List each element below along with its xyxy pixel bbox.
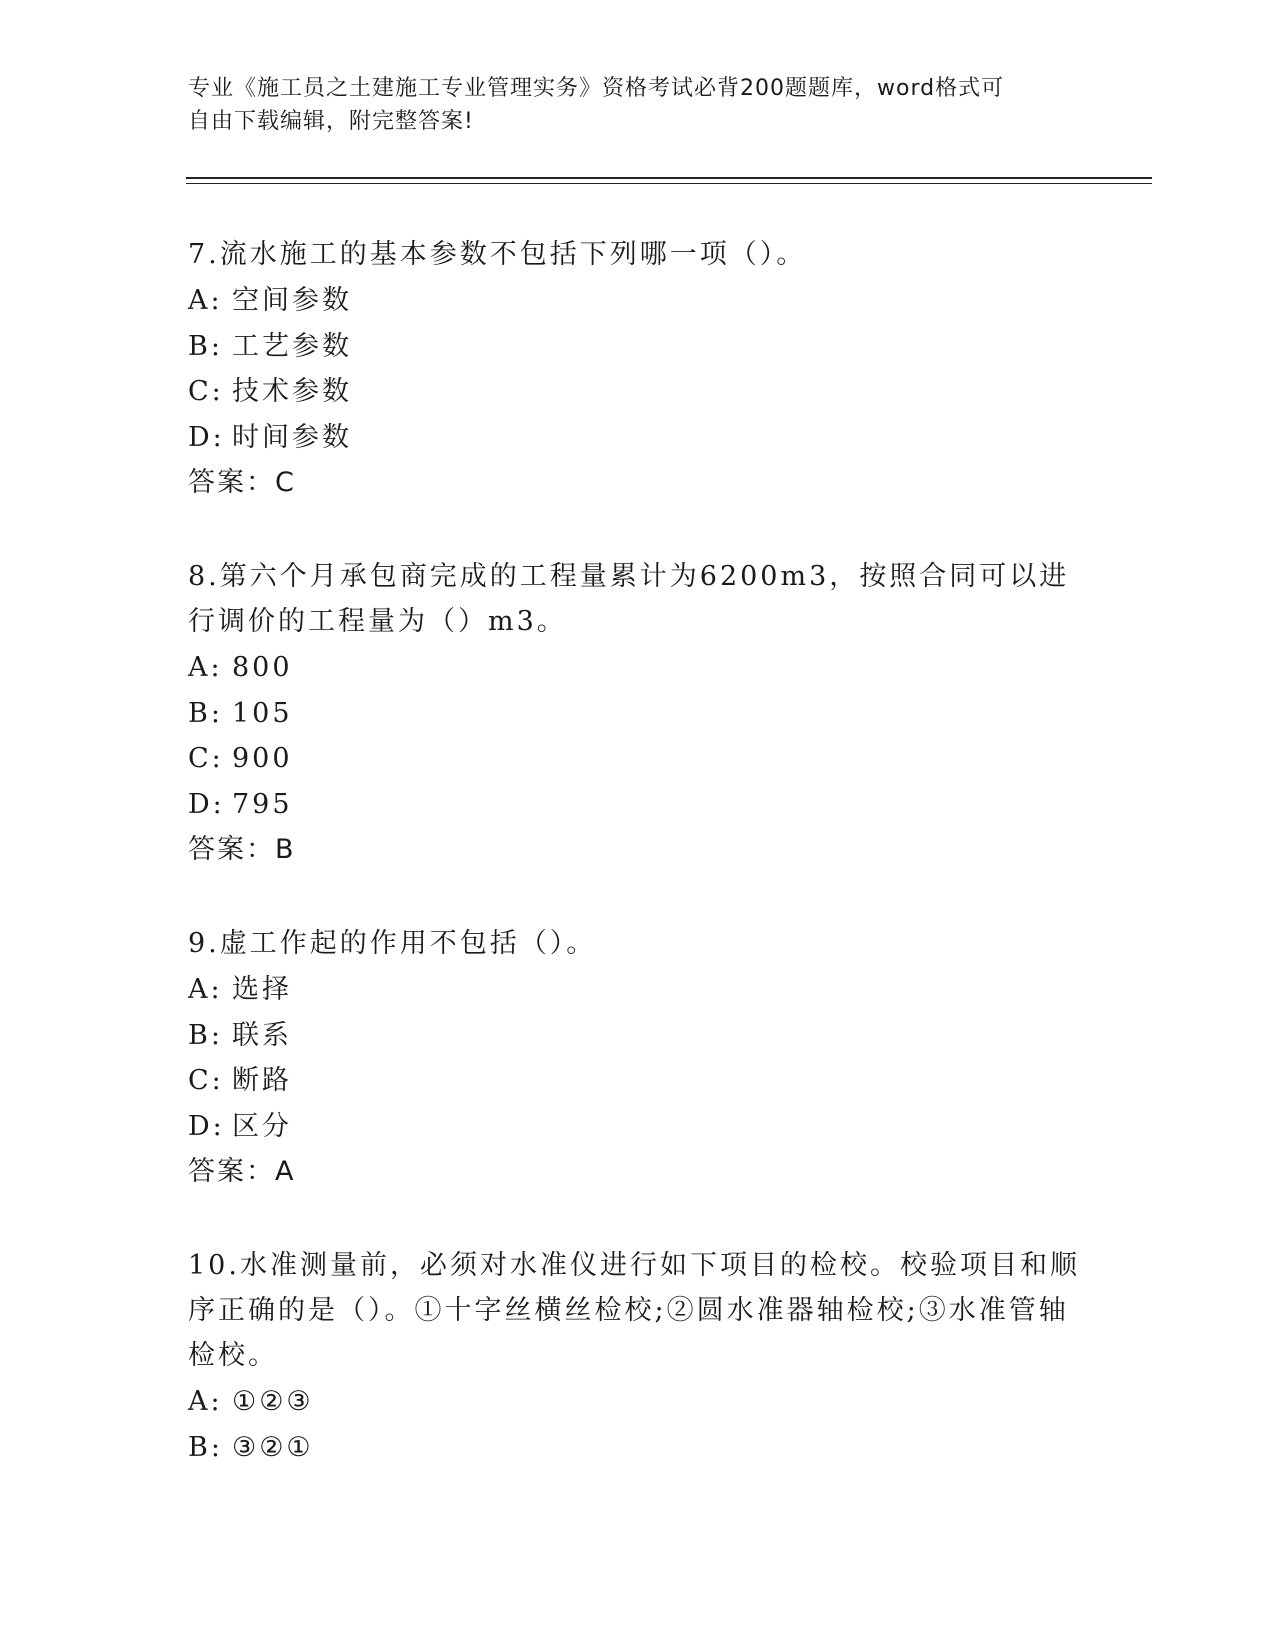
question-9 — [188, 921, 1088, 1194]
option-b — [188, 324, 1088, 370]
option-letter: A: — [188, 974, 223, 1005]
option-text: 空间参数 — [232, 285, 352, 316]
question-stem: 9.虚工作起的作用不包括（）。 — [188, 928, 597, 959]
option-letter: C: — [188, 376, 224, 407]
option-a — [188, 278, 1088, 324]
option-b — [188, 1013, 1088, 1059]
option-letter: B: — [188, 1431, 223, 1463]
option-text: 105 — [232, 697, 293, 729]
option-letter: B: — [188, 697, 223, 729]
question-stem: 8.第六个月承包商完成的工程量累计为6200m3，按照合同可以进行调价的工程量为（）m3。 — [188, 561, 1070, 637]
option-text: ①②③ — [232, 1386, 314, 1417]
question-8 — [188, 554, 1088, 872]
option-d — [188, 782, 1088, 828]
option-letter: B: — [188, 330, 223, 362]
option-letter: B: — [188, 1019, 223, 1051]
option-text: 时间参数 — [232, 421, 352, 453]
option-letter: A: — [188, 1386, 223, 1417]
option-b — [188, 1425, 1088, 1471]
question-stem: 10.水准测量前，必须对水准仪进行如下项目的检校。校验项目和顺序正确的是（）。①十字丝横丝检校;②圆水准器轴检校;③水准管轴检校。 — [188, 1250, 1080, 1371]
option-d — [188, 1104, 1088, 1150]
question-7 — [188, 232, 1088, 505]
option-b — [188, 691, 1088, 737]
option-text: 选择 — [232, 974, 292, 1005]
option-c — [188, 1058, 1088, 1104]
option-letter: D: — [188, 788, 225, 820]
option-text: 800 — [232, 652, 293, 683]
header-title-line-1: 专业《施工员之土建施工专业管理实务》资格考试必背200题题库，word格式可 — [188, 76, 1005, 101]
option-letter: A: — [188, 652, 223, 683]
option-text: 联系 — [232, 1019, 292, 1051]
option-letter: A: — [188, 285, 223, 316]
option-c — [188, 369, 1088, 415]
option-d — [188, 415, 1088, 461]
question-list — [188, 232, 1088, 1519]
header-title-line-2: 自由下载编辑，附完整答案! — [188, 109, 474, 134]
option-text: 技术参数 — [232, 376, 352, 407]
question-10 — [188, 1243, 1088, 1470]
option-a — [188, 967, 1088, 1013]
question-stem: 7.流水施工的基本参数不包括下列哪一项（）。 — [188, 239, 807, 270]
option-text: 区分 — [232, 1110, 292, 1142]
option-letter: D: — [188, 1110, 225, 1142]
option-text: 795 — [232, 788, 293, 820]
option-text: ③②① — [232, 1431, 314, 1463]
option-a — [188, 1379, 1088, 1425]
answer-line: 答案：A — [188, 1156, 296, 1187]
answer-line: 答案：C — [188, 467, 296, 498]
header-divider — [186, 177, 1152, 184]
option-letter: C: — [188, 743, 224, 774]
option-letter: C: — [188, 1065, 224, 1096]
option-text: 断路 — [232, 1065, 292, 1096]
option-a — [188, 645, 1088, 691]
answer-line: 答案：B — [188, 834, 296, 865]
document-header — [188, 72, 1068, 138]
option-c — [188, 736, 1088, 782]
option-text: 工艺参数 — [232, 330, 352, 362]
option-letter: D: — [188, 421, 225, 453]
option-text: 900 — [232, 743, 293, 774]
